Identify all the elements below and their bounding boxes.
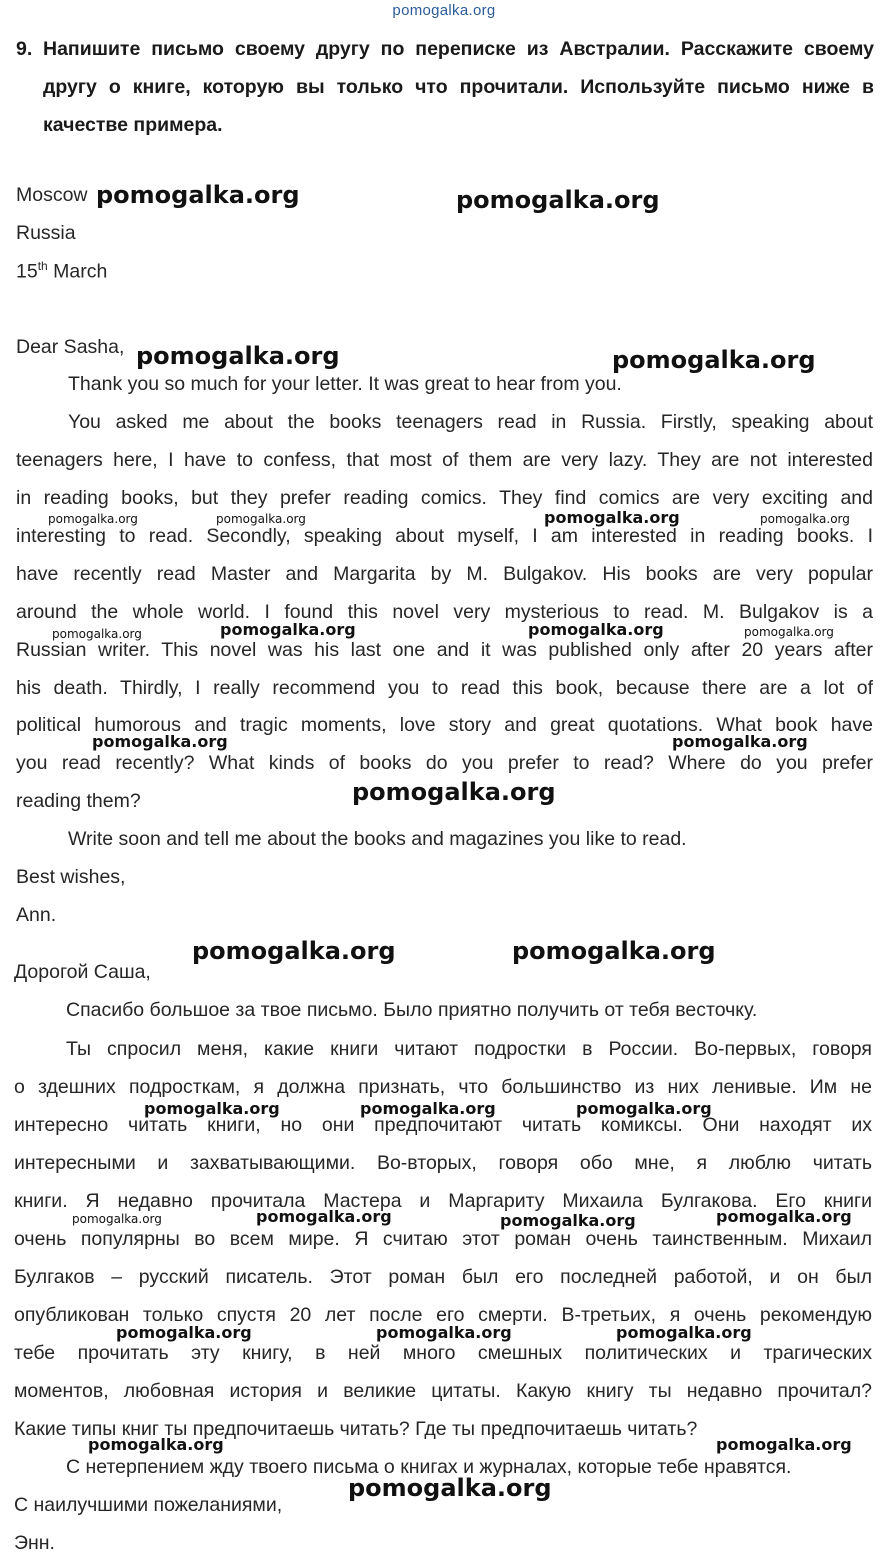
letter-line: Спасибо большое за твое письмо. Было приятно получить от тебя весточку. [66,999,758,1021]
watermark: pomogalka.org [612,346,816,374]
letter-line: his death. Thirdly, I really recommend you to read this book, because there are a lot of [16,677,873,699]
letter-line: around the whole world. I found this novel very mysterious to read. M. Bulgakov is a [16,601,873,623]
watermark: pomogalka.org [348,1474,552,1502]
watermark: pomogalka.org [116,1323,252,1342]
letter-line: reading them? [16,790,141,812]
watermark: pomogalka.org [544,508,680,527]
task-text: Напишите письмо своему другу по переписке из Австралии. Расскажите своему другу о книге, которую вы только что прочитали. Используйте письмо ниже в качестве примера. [43,38,874,136]
watermark: pomogalka.org [88,1435,224,1454]
letter-greeting: Dear Sasha, [16,336,125,358]
watermark: pomogalka.org [456,186,660,214]
letter-line: Russian writer. This novel was his last one and it was published only after 20 years after [16,639,873,661]
site-header[interactable]: pomogalka.org [392,2,496,19]
watermark: pomogalka.org [672,732,808,751]
watermark: pomogalka.org [92,732,228,751]
letter-closing: Best wishes, [16,866,126,888]
letter-line: teenagers here, I have to confess, that most of them are very lazy. They are not interested [16,449,873,471]
watermark: pomogalka.org [52,627,142,641]
watermark: pomogalka.org [760,512,850,526]
task-number: 9. [16,38,33,60]
letter-line: political humorous and tragic moments, love story and great quotations. What book have [16,714,873,736]
letter-line: книги. Я недавно прочитала Мастера и Маргариту Михаила Булгакова. Его книги [14,1190,872,1212]
letter-line: Write soon and tell me about the books and magazines you like to read. [68,828,687,850]
letter-line: interesting to read. Secondly, speaking about myself, I am interested in reading books. I [16,525,873,547]
letter-line: о здешних подросткам, я должна признать, что большинство из них ленивые. Им не [14,1076,872,1098]
watermark: pomogalka.org [220,620,356,639]
watermark: pomogalka.org [360,1099,496,1118]
watermark: pomogalka.org [500,1211,636,1230]
letter-line: опубликован только спустя 20 лет после его смерти. В-третьих, я очень рекомендую [14,1304,872,1326]
watermark: pomogalka.org [716,1435,852,1454]
watermark: pomogalka.org [48,512,138,526]
watermark: pomogalka.org [528,620,664,639]
letter-line: Ты спросил меня, какие книги читают подростки в России. Во-первых, говоря [66,1038,872,1060]
date-suffix: th [37,259,48,273]
watermark: pomogalka.org [256,1207,392,1226]
letter-line: Какие типы книг ты предпочитаешь читать? Где ты предпочитаешь читать? [14,1418,698,1440]
watermark: pomogalka.org [576,1099,712,1118]
letter-line: Thank you so much for your letter. It was great to hear from you. [68,373,622,395]
letter-signature: Ann. [16,904,57,926]
letter-line: моментов, любовная история и великие цитаты. Какую книгу ты недавно прочитал? [14,1380,872,1402]
date-day: 15 [16,260,38,283]
letter-line: Булгаков – русский писатель. Этот роман был его последней работой, и он был [14,1266,872,1288]
watermark: pomogalka.org [616,1323,752,1342]
watermark: pomogalka.org [96,181,300,209]
letter-line: You asked me about the books teenagers read in Russia. Firstly, speaking about [68,411,873,433]
letter-greeting: Дорогой Саша, [14,961,151,983]
watermark: pomogalka.org [716,1207,852,1226]
task-instruction [16,30,874,144]
date-month: March [47,260,108,283]
letter-line: интересными и захватывающими. Во-вторых, говоря обо мне, я люблю читать [14,1152,872,1174]
watermark: pomogalka.org [376,1323,512,1342]
watermark: pomogalka.org [192,937,396,965]
watermark: pomogalka.org [136,342,340,370]
watermark: pomogalka.org [744,625,834,639]
watermark: pomogalka.org [72,1212,162,1226]
letter-line: интересно читать книги, но они предпочитают читать комиксы. Они находят их [14,1114,872,1136]
letter-country: Russia [16,222,76,244]
letter-line: in reading books, but they prefer reading comics. They find comics are very exciting and [16,487,873,509]
letter-line: С нетерпением жду твоего письма о книгах и журналах, которые тебе нравятся. [66,1456,792,1478]
watermark: pomogalka.org [216,512,306,526]
watermark: pomogalka.org [144,1099,280,1118]
letter-closing: С наилучшими пожеланиями, [14,1494,283,1516]
letter-line: тебе прочитать эту книгу, в ней много смешных политических и трагических [14,1342,872,1364]
letter-line: you read recently? What kinds of books do you prefer to read? Where do you prefer [16,752,873,774]
letter-date [16,259,107,284]
watermark: pomogalka.org [352,778,556,806]
letter-signature: Энн. [14,1532,55,1554]
letter-line: очень популярны во всем мире. Я считаю этот роман очень таинственным. Михаил [14,1228,872,1250]
watermark: pomogalka.org [512,937,716,965]
letter-city: Moscow [16,184,88,206]
letter-line: have recently read Master and Margarita by M. Bulgakov. His books are very popular [16,563,873,585]
